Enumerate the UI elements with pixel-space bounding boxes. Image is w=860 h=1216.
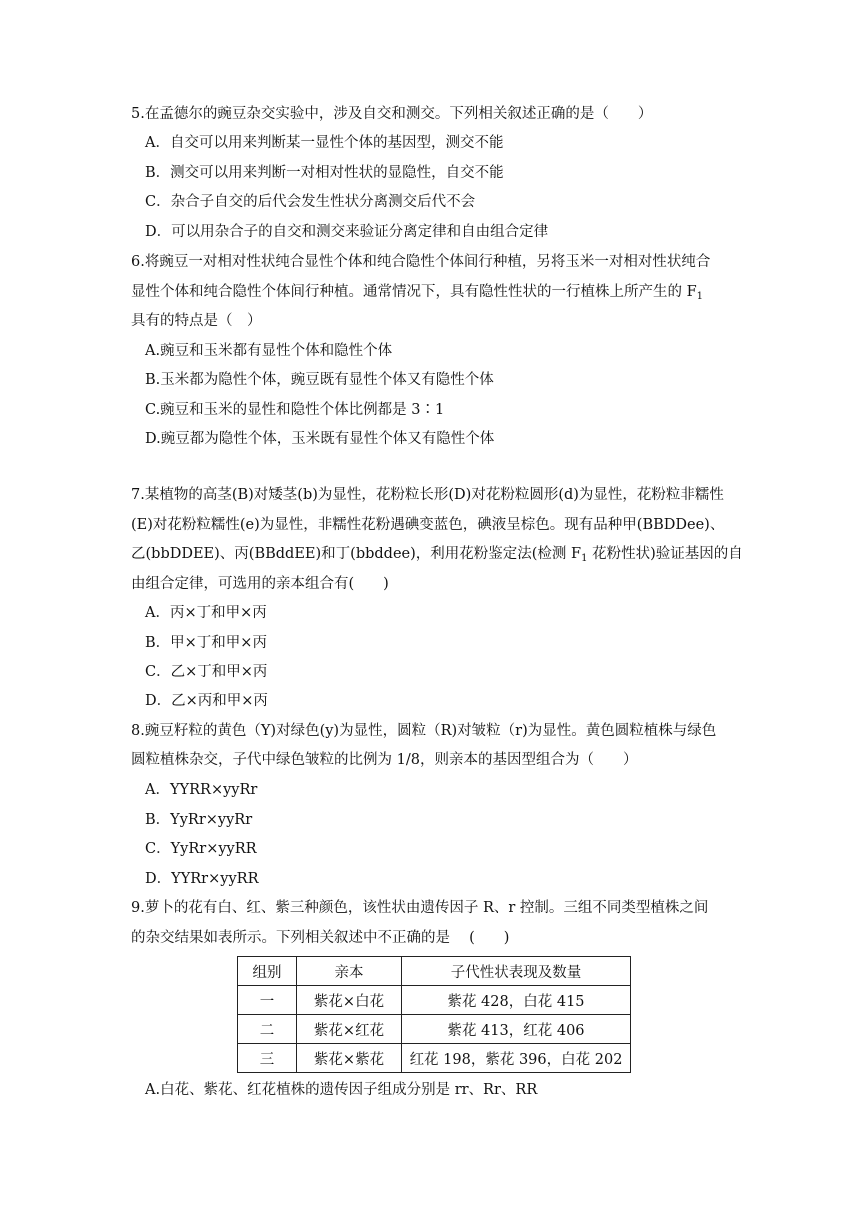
q6-stem-line2: [131, 282, 703, 302]
cross-results-table: [237, 956, 631, 1073]
q5-option-b: B．测交可以用来判断一对相对性状的显隐性，自交不能: [145, 165, 504, 181]
q8-stem-line1: 8.豌豆籽粒的黄色（Y)对绿色(y)为显性，圆粒（R)对皱粒（r)为显性。黄色圆粒植株与绿色: [131, 723, 717, 739]
q6-option-a: A.豌豆和玉米都有显性个体和隐性个体: [145, 343, 393, 359]
q6-stem-line3: 具有的特点是（ ）: [131, 313, 262, 329]
q7-stem-line3: [131, 544, 743, 564]
q6-subscript: 1: [696, 291, 704, 302]
q6-option-c: C.豌豆和玉米的显性和隐性个体比例都是 3∶1: [145, 402, 445, 418]
table-cell: 紫花 428，白花 415: [402, 986, 631, 1015]
q8-option-a: A．YYRR×yyRr: [145, 782, 258, 798]
q9-option-a: A.白花、紫花、红花植株的遗传因子组成分别是 rr、Rr、RR: [145, 1082, 538, 1098]
q8-stem-line2: 圆粒植株杂交，子代中绿色皱粒的比例为 1/8，则亲本的基因型组合为（ ）: [131, 752, 638, 768]
q5-stem: 5.在孟德尔的豌豆杂交实验中，涉及自交和测交。下列相关叙述正确的是（ ）: [131, 106, 653, 122]
table-cell: 一: [238, 986, 297, 1015]
q7-option-c: C．乙×丁和甲×丙: [145, 664, 268, 680]
q7-stem-line3-pre: 乙(bbDDEE)、丙(BBddEE)和丁(bbddee)，利用花粉鉴定法(检测 F: [131, 546, 582, 562]
q6-option-b: B.玉米都为隐性个体，豌豆既有显性个体又有隐性个体: [145, 372, 494, 388]
table-cell: 红花 198，紫花 396，白花 202: [402, 1044, 631, 1073]
q7-stem-line4: 由组合定律，可选用的亲本组合有( ): [131, 576, 389, 592]
table-row: [238, 1044, 631, 1073]
table-cell: 紫花 413，红花 406: [402, 1015, 631, 1044]
table-header-group: 组别: [238, 957, 297, 986]
q6-option-d: D.豌豆都为隐性个体，玉米既有显性个体又有隐性个体: [145, 431, 495, 447]
q6-stem-line2-text: 显性个体和纯合隐性个体间行种植。通常情况下，具有隐性性状的一行植株上所产生的 F: [131, 284, 697, 300]
table-header-parents: 亲本: [297, 957, 402, 986]
table-cell: 紫花×白花: [297, 986, 402, 1015]
table-cell: 三: [238, 1044, 297, 1073]
q9-stem-line2: 的杂交结果如表所示。下列相关叙述中不正确的是 ( ): [131, 930, 510, 946]
table-row: [238, 986, 631, 1015]
table-cell: 紫花×红花: [297, 1015, 402, 1044]
q8-option-d: D．YYRr×yyRR: [145, 871, 259, 887]
q5-option-c: C．杂合子自交的后代会发生性状分离测交后代不会: [145, 194, 476, 210]
q7-stem-line2: (E)对花粉粒糯性(e)为显性，非糯性花粉遇碘变蓝色，碘液呈棕色。现有品种甲(BBDDee)、: [131, 517, 725, 533]
q8-option-c: C．YyRr×yyRR: [145, 841, 257, 857]
q6-stem-line1: 6.将豌豆一对相对性状纯合显性个体和纯合隐性个体间行种植，另将玉米一对相对性状纯合: [131, 254, 711, 270]
q8-option-b: B．YyRr×yyRr: [145, 812, 253, 828]
table-cell: 紫花×紫花: [297, 1044, 402, 1073]
table-cell: 二: [238, 1015, 297, 1044]
q7-subscript: 1: [581, 553, 588, 564]
table-row: [238, 1015, 631, 1044]
q7-stem-line3-post: 花粉性状)验证基因的自: [587, 546, 743, 562]
q5-option-d: D．可以用杂合子的自交和测交来验证分离定律和自由组合定律: [145, 224, 549, 240]
q5-option-a: A．自交可以用来判断某一显性个体的基因型，测交不能: [145, 135, 504, 151]
table-header-row: [238, 957, 631, 986]
table-header-offspring: 子代性状表现及数量: [402, 957, 631, 986]
q7-option-d: D．乙×丙和甲×丙: [145, 693, 268, 709]
q7-option-b: B．甲×丁和甲×丙: [145, 635, 267, 651]
q7-option-a: A．丙×丁和甲×丙: [145, 605, 267, 621]
q9-stem-line1: 9.萝卜的花有白、红、紫三种颜色，该性状由遗传因子 R、r 控制。三组不同类型植株之间: [131, 900, 709, 916]
q7-stem-line1: 7.某植物的高茎(B)对矮茎(b)为显性，花粉粒长形(D)对花粉粒圆形(d)为显性，花粉粒非糯性: [131, 487, 724, 503]
